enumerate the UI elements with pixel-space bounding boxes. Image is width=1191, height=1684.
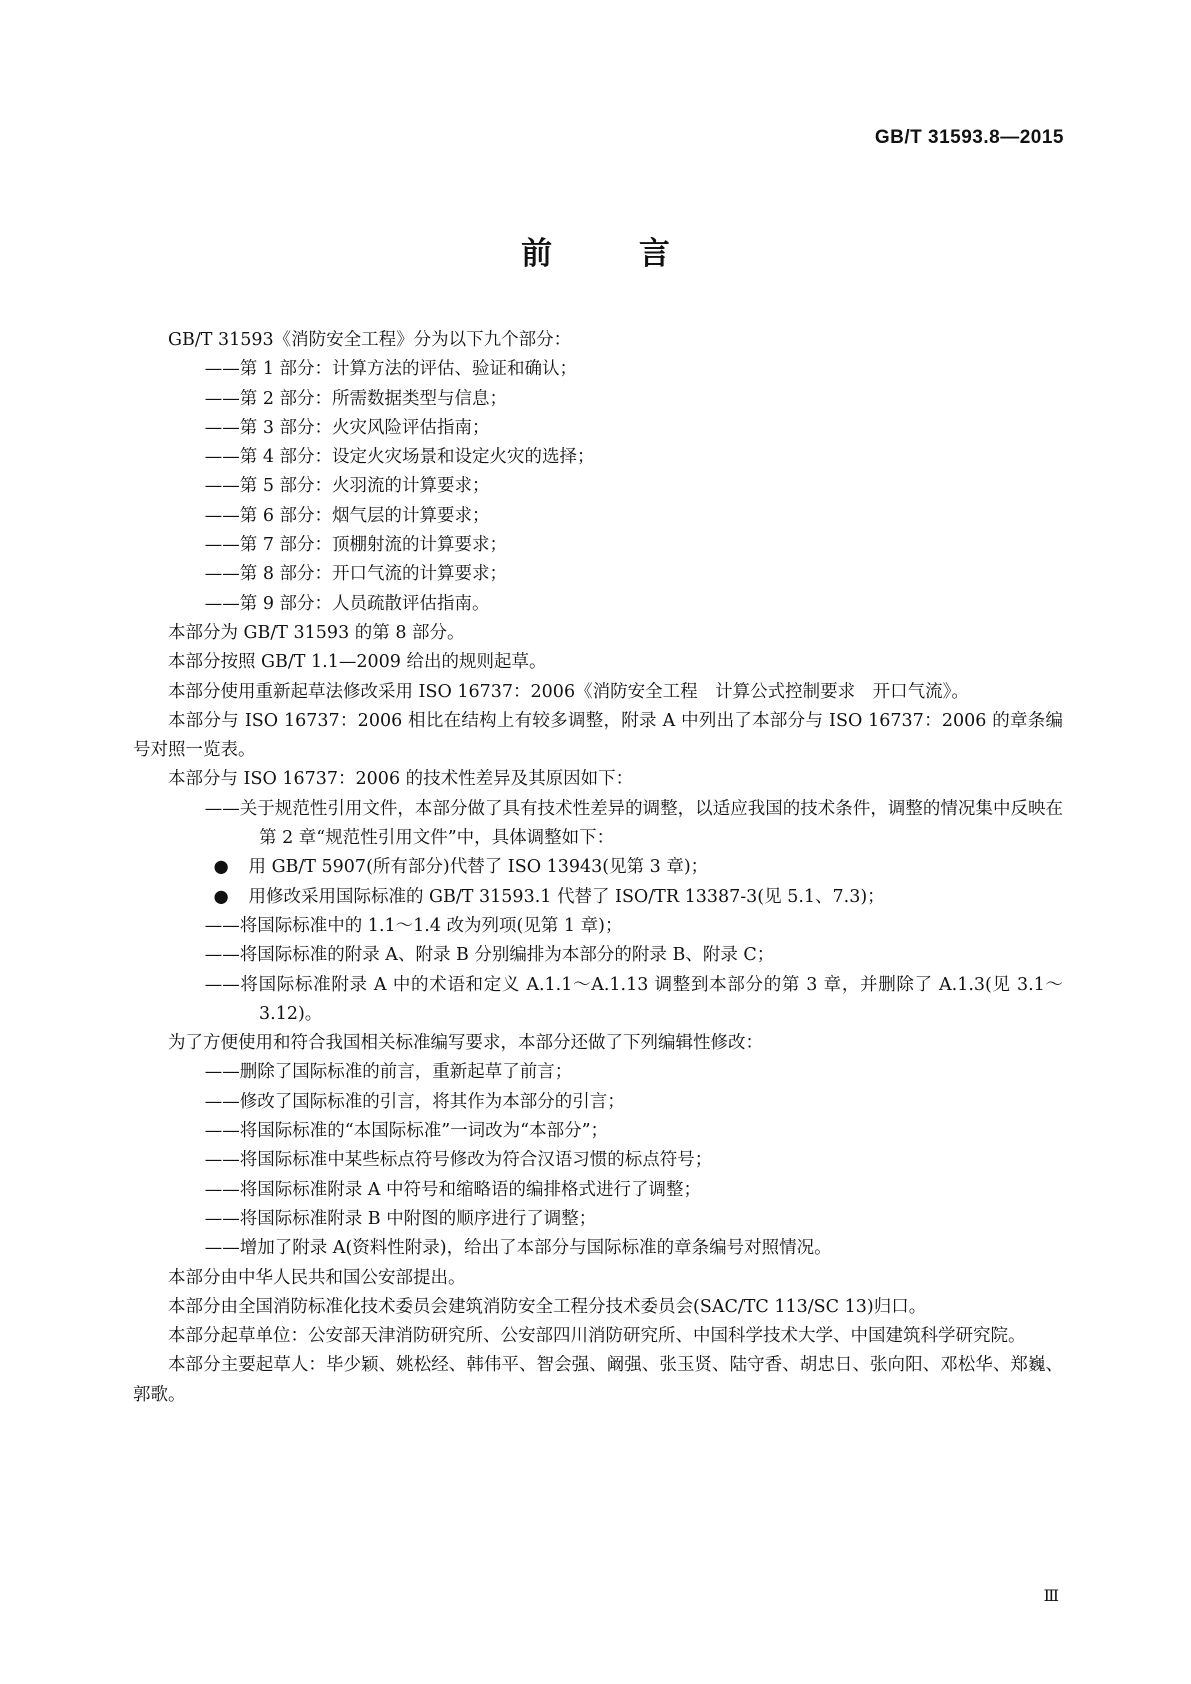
paragraph: 本部分为 GB/T 31593 的第 8 部分。 [168, 622, 465, 643]
list-item: ——修改了国际标准的引言，将其作为本部分的引言； [204, 1091, 625, 1112]
list-item: ——将国际标准中某些标点符号修改为符合汉语习惯的标点符号； [204, 1150, 713, 1171]
list-item: ——第 8 部分：开口气流的计算要求； [204, 564, 508, 585]
list-item: ——将国际标准的“本国际标准”一词改为“本部分”； [204, 1121, 609, 1142]
page-number: Ⅲ [1043, 1586, 1059, 1605]
list-item: ——第 3 部分：火灾风险评估指南； [204, 417, 490, 438]
paragraph: 本部分按照 GB/T 1.1—2009 给出的规则起草。 [168, 652, 547, 673]
list-item: ——第 9 部分：人员疏散评估指南。 [204, 593, 490, 614]
paragraph: 为了方便使用和符合我国相关标准编写要求，本部分还做了下列编辑性修改： [168, 1033, 763, 1054]
bullet-dot-icon: ● [213, 857, 229, 878]
bullet-text: 用修改采用国际标准的 GB/T 31593.1 代替了 ISO/TR 13387-3(见 5.1、7.3)； [248, 886, 885, 907]
list-item: ——关于规范性引用文件，本部分做了具有技术性差异的调整，以适应我国的技术条件，调整的情况集中反映在第 2 章“规范性引用文件”中，具体调整如下： [204, 798, 1063, 849]
page-title: 前 言 [521, 236, 708, 272]
list-item: ——将国际标准附录 A 中符号和缩略语的编排格式进行了调整； [204, 1179, 702, 1200]
list-item: ——将国际标准附录 B 中附图的顺序进行了调整； [204, 1208, 597, 1229]
list-item: ——删除了国际标准的前言，重新起草了前言； [204, 1062, 573, 1083]
list-item: ——将国际标准中的 1.1～1.4 改为列项(见第 1 章)； [204, 915, 623, 936]
list-item: ——第 1 部分：计算方法的评估、验证和确认； [204, 359, 578, 380]
list-item: ——增加了附录 A(资料性附录)，给出了本部分与国际标准的章条编号对照情况。 [204, 1238, 832, 1259]
list-item: ——第 2 部分：所需数据类型与信息； [204, 388, 508, 409]
list-item: ——将国际标准附录 A 中的术语和定义 A.1.1～A.1.13 调整到本部分的第 3 章，并删除了 A.1.3(见 3.1～3.12)。 [204, 974, 1063, 1024]
paragraph: 本部分由中华人民共和国公安部提出。 [168, 1267, 466, 1288]
bullet-item [133, 883, 1063, 912]
list-item: ——将国际标准的附录 A、附录 B 分别编排为本部分的附录 B、附录 C； [204, 945, 775, 966]
paragraph: 本部分主要起草人：毕少颖、姚松经、韩伟平、智会强、阚强、张玉贤、陆守香、胡忠日、张向阳、邓松华、郑巍、郭歌。 [133, 1355, 1063, 1405]
list-item: ——第 4 部分：设定火灾场景和设定火灾的选择； [204, 447, 595, 468]
paragraph: 本部分由全国消防标准化技术委员会建筑消防安全工程分技术委员会(SAC/TC 113/SC 13)归口。 [168, 1296, 927, 1317]
paragraph: 本部分与 ISO 16737：2006 的技术性差异及其原因如下： [168, 769, 634, 790]
bullet-text: 用 GB/T 5907(所有部分)代替了 ISO 13943(见第 3 章)； [248, 857, 709, 878]
paragraph: 本部分与 ISO 16737：2006 相比在结构上有较多调整，附录 A 中列出了本部分与 ISO 16737：2006 的章条编号对照一览表。 [133, 710, 1063, 761]
paragraph: 本部分起草单位：公安部天津消防研究所、公安部四川消防研究所、中国科学技术大学、中国建筑科学研究院。 [168, 1326, 1026, 1347]
list-item: ——第 6 部分：烟气层的计算要求； [204, 505, 490, 526]
list-item: ——第 5 部分：火羽流的计算要求； [204, 476, 490, 497]
standard-code: GB/T 31593.8—2015 [874, 127, 1064, 148]
paragraph: GB/T 31593《消防安全工程》分为以下九个部分： [168, 330, 572, 350]
bullet-dot-icon: ● [213, 886, 229, 907]
list-item: ——第 7 部分：顶棚射流的计算要求； [204, 535, 508, 556]
document-body [133, 326, 1063, 1410]
bullet-item [133, 853, 1063, 882]
paragraph: 本部分使用重新起草法修改采用 ISO 16737：2006《消防安全工程 计算公式控制要求 开口气流》。 [168, 681, 969, 702]
